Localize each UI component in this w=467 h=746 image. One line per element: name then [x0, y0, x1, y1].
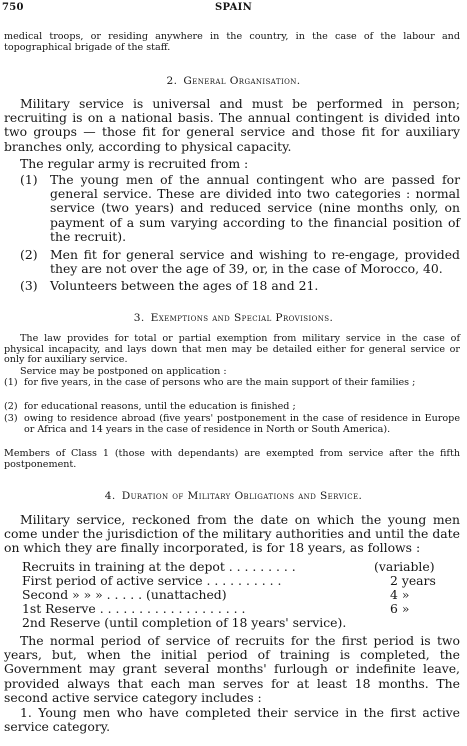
section-title: General Organisation.	[183, 75, 301, 87]
running-header	[2, 2, 465, 16]
list-item-number: (3)	[20, 278, 38, 293]
list-item-number: (1)	[20, 172, 38, 187]
list-item-text: for five years, in the case of persons who are the main support of their families ;	[24, 377, 416, 388]
duration-value: 2 years	[390, 573, 436, 588]
list-item	[4, 414, 460, 435]
duration-value: (variable)	[374, 559, 435, 574]
duration-label: First period of active service . . . . . . . . . .	[22, 573, 282, 588]
duration-row	[22, 616, 346, 630]
section-3-heading	[0, 312, 467, 325]
duration-row	[22, 602, 245, 616]
duration-label: 2nd Reserve (until completion of 18 years' service).	[22, 615, 347, 630]
duration-label: Second » » » . . . . . (unattached)	[22, 587, 227, 602]
section-2-paragraph-1: Military service is universal and must be performed in person; recruiting is on a national basis. The annual contingent is divided into two groups — those fit for general service and those fit for auxiliary branches only, according to physical capacity.	[4, 96, 460, 154]
section-2-paragraph-2: The regular army is recruited from :	[20, 156, 249, 171]
list-item-text: owing to residence abroad (five years' postponement in the case of residence in Europe or Africa and 14 years in the case of residence in North or South America).	[24, 413, 460, 435]
section-4-paragraph-1: Military service, reckoned from the date on which the young men come under the jurisdiction of the military authorities and until the date on which they are finally incorporated, is for 18 years, as follows :	[4, 512, 460, 556]
list-item	[4, 402, 460, 413]
intro-paragraph: medical troops, or residing anywhere in the country, in the case of the labour and topographical brigade of the staff.	[4, 31, 460, 53]
section-title: Exemptions and Special Provisions.	[150, 312, 334, 324]
duration-row	[22, 588, 227, 602]
list-item	[4, 378, 460, 389]
list-item-number: (2)	[20, 247, 38, 262]
list-item-text: Men fit for general service and wishing to re-engage, provided they are not over the age of 39, or, in the case of Morocco, 40.	[50, 247, 460, 277]
duration-row	[22, 574, 281, 588]
list-item	[20, 279, 460, 293]
section-2-heading	[0, 75, 467, 88]
duration-value: 4 »	[390, 587, 410, 602]
page-number: 750	[2, 2, 24, 13]
running-title: SPAIN	[214, 2, 253, 13]
section-4-paragraph-2: The normal period of service of recruits for the first period is two years, but, when the initial period of training is completed, the Government may grant several months' furlough or indefinite leave, provided always that each man serves for at least 18 months. The second active service category includes :	[4, 633, 460, 705]
list-item-number: (3)	[4, 413, 18, 424]
section-3-paragraph-2: Service may be postponed on application :	[20, 366, 227, 377]
list-item-number: (2)	[4, 401, 18, 412]
section-4-heading	[0, 490, 467, 503]
duration-label: Recruits in training at the depot . . . . . . . . .	[22, 559, 296, 574]
duration-value: 6 »	[390, 601, 410, 616]
list-item-text: Volunteers between the ages of 18 and 21.	[50, 278, 319, 293]
duration-table	[22, 560, 462, 634]
duration-label: 1st Reserve . . . . . . . . . . . . . . . . . . .	[22, 601, 246, 616]
duration-row	[22, 560, 296, 574]
list-item	[20, 173, 460, 244]
section-number: 3.	[133, 312, 145, 324]
section-number: 4.	[104, 490, 116, 502]
list-item-number: (1)	[4, 377, 18, 388]
section-3-paragraph-1: The law provides for total or partial exemption from military service in the case of physical incapacity, and lays down that men may be detailed either for general service or only for auxiliary service.	[4, 333, 460, 366]
section-number: 2.	[166, 75, 178, 87]
list-item-text: The young men of the annual contingent who are passed for general service. These are divided into two categories : normal service (two years) and reduced service (nine months only, on payment of a sum varying according to the financial position of the recruit).	[50, 172, 460, 244]
section-title: Duration of Military Obligations and Service.	[121, 490, 363, 502]
section-4-paragraph-3: 1. Young men who have completed their service in the first active service category.	[4, 705, 460, 735]
list-item-text: for educational reasons, until the education is finished ;	[24, 401, 296, 412]
list-item	[20, 248, 460, 276]
section-3-paragraph-3: Members of Class 1 (those with dependants) are exempted from service after the fifth postponement.	[4, 448, 460, 470]
